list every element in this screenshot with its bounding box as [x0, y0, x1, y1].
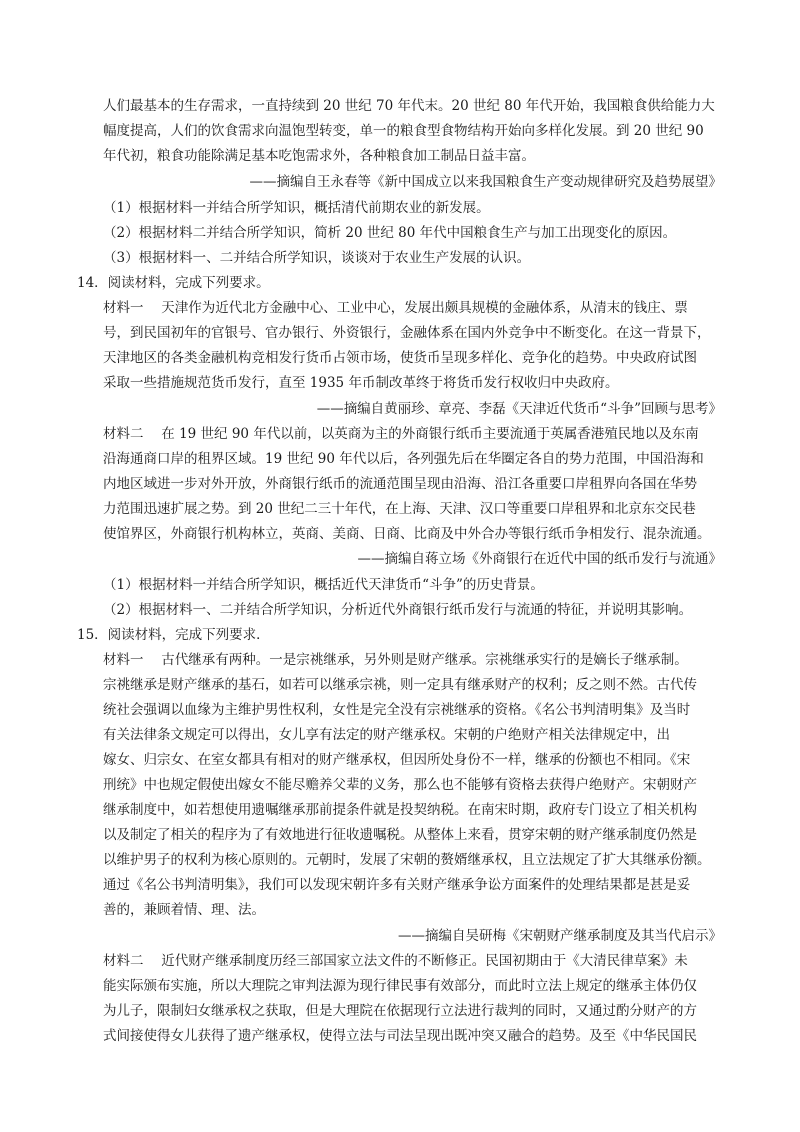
question-heading: 15．阅读材料，完成下列要求． [77, 627, 270, 643]
text-line: 善的，兼顾着情、理、法。 [103, 902, 265, 918]
text-line: 天津地区的各类金融机构竞相发行货币占领市场，使货币呈现多样化、竞争化的趋势。中央政府试图 [103, 350, 697, 366]
text-line: 采取一些措施规范货币发行，直至 1935 年币制改革终于将货币发行权收归中央政府。 [103, 375, 619, 391]
text-line: 材料一 古代继承有两种。一是宗祧继承，另外则是财产继承。宗祧继承实行的是嫡长子继承制。 [103, 652, 688, 668]
text-line: 幅度提高，人们的饮食需求向温饱型转变，单一的粮食型食物结构开始向多样化发展。到 20 世纪 90 [103, 123, 704, 139]
text-line: 力范围迅速扩展之势。到 20 世纪二三十年代，在上海、天津、汉口等重要口岸租界和北京东交民巷 [103, 501, 696, 517]
text-line: 宗祧继承是财产继承的基石，如若可以继承宗祧，则一定具有继承财产的权利；反之则不然。古代传 [103, 677, 697, 693]
text-line: 通过《名公书判清明集》，我们可以发现宋朝许多有关财产继承争讼方面案件的处理结果都是甚是妥 [103, 877, 691, 893]
text-line: 式间接使得女儿获得了遗产继承权，使得立法与司法呈现出既冲突又融合的趋势。及至《中华民国民 [103, 1028, 697, 1044]
text-line: 能实际颁布实施，所以大理院之审判法源为现行律民事有效部分，而此时立法上规定的继承主体仍仅 [103, 978, 697, 994]
text-line: 以及制定了相关的程序为了有效地进行征收遗嘱税。从整体上来看，贯穿宋朝的财产继承制度仍然是 [103, 827, 697, 843]
text-line: 材料二 近代财产继承制度历经三部国家立法文件的不断修正。民国初期由于《大清民律草案》未 [103, 953, 688, 969]
text-line: 以维护男子的权利为核心原则的。元朝时，发展了宋朝的赘婿继承权，且立法规定了扩大其继承份额。 [103, 852, 711, 868]
text-line: 沿海通商口岸的租界区域。19 世纪 90 年代以后，各列强先后在华圈定各自的势力范围，中国沿海和 [103, 451, 704, 467]
text-line: 有关法律条文规定可以得出，女儿享有法定的财产继承权。宋朝的户绝财产相关法律规定中，出 [103, 727, 670, 743]
question-item: （1）根据材料一并结合所学知识，概括清代前期农业的新发展。 [103, 200, 490, 216]
text-line: 为儿子，限制妇女继承权之获取，但是大理院在依据现行立法进行裁判的同时，又通过酌分财产的方 [103, 1003, 697, 1019]
question-item: （3）根据材料一、二并结合所学知识，谈谈对于农业生产发展的认识。 [103, 250, 531, 266]
source-citation: ——摘编自蒋立场《外商银行在近代中国的纸币发行与流通》 [357, 551, 722, 567]
text-line: 内地区域进一步对外开放，外商银行纸币的流通范围呈现由沿海、沿江各重要口岸租界向各国在华势 [103, 476, 697, 492]
question-item: （1）根据材料一并结合所学知识，概括近代天津货币“斗争”的历史背景。 [103, 577, 544, 593]
text-line: 嫁女、归宗女、在室女都具有相对的财产继承权，但因所处身份不一样，继承的份额也不相同。《宋 [103, 752, 691, 768]
question-heading: 14．阅读材料，完成下列要求。 [77, 275, 270, 291]
text-line: 继承制度中，如若想使用遗嘱继承那前提条件就是投契纳税。在南宋时期，政府专门设立了相关机构 [103, 802, 697, 818]
question-item: （2）根据材料二并结合所学知识，简析 20 世纪 80 年代中国粮食生产与加工出现变化的原因。 [103, 225, 677, 241]
source-citation: ——摘编自黄丽珍、章亮、李磊《天津近代货币“斗争”回顾与思考》 [316, 401, 722, 417]
question-item: （2）根据材料一、二并结合所学知识，分析近代外商银行纸币发行与流通的特征，并说明其影响。 [103, 602, 693, 618]
text-line: 年代初，粮食功能除满足基本吃饱需求外，各种粮食加工制品日益丰富。 [103, 148, 535, 164]
text-line: 材料二 在 19 世纪 90 年代以前，以英商为主的外商银行纸币主要流通于英属香港殖民地以及东南 [103, 426, 699, 442]
text-line: 刑统》中也规定假使出嫁女不能尽赡养父辈的义务，那么也不能够有资格去获得户绝财产。宋朝财产 [103, 777, 697, 793]
text-line: 材料一 天津作为近代北方金融中心、工业中心，发展出颇具规模的金融体系，从清末的钱庄、票 [103, 300, 688, 316]
source-citation: ——摘编自王永春等《新中国成立以来我国粮食生产变动规律研究及趋势展望》 [249, 174, 722, 190]
source-citation: ——摘编自吴研梅《宋朝财产继承制度及其当代启示》 [398, 928, 722, 944]
text-line: 使馆界区，外商银行机构林立，英商、美商、日商、比商及中外合办等银行纸币争相发行、混杂流通。 [103, 526, 711, 542]
text-line: 统社会强调以血缘为主维护男性权利，女性是完全没有宗祧继承的资格。《名公书判清明集》及当时 [103, 702, 691, 718]
text-line: 人们最基本的生存需求，一直持续到 20 世纪 70 年代末。20 世纪 80 年代开始，我国粮食供给能力大 [103, 98, 715, 114]
text-line: 号，到民国初年的官银号、官办银行、外资银行，金融体系在国内外竞争中不断变化。在这一背景下， [103, 325, 711, 341]
